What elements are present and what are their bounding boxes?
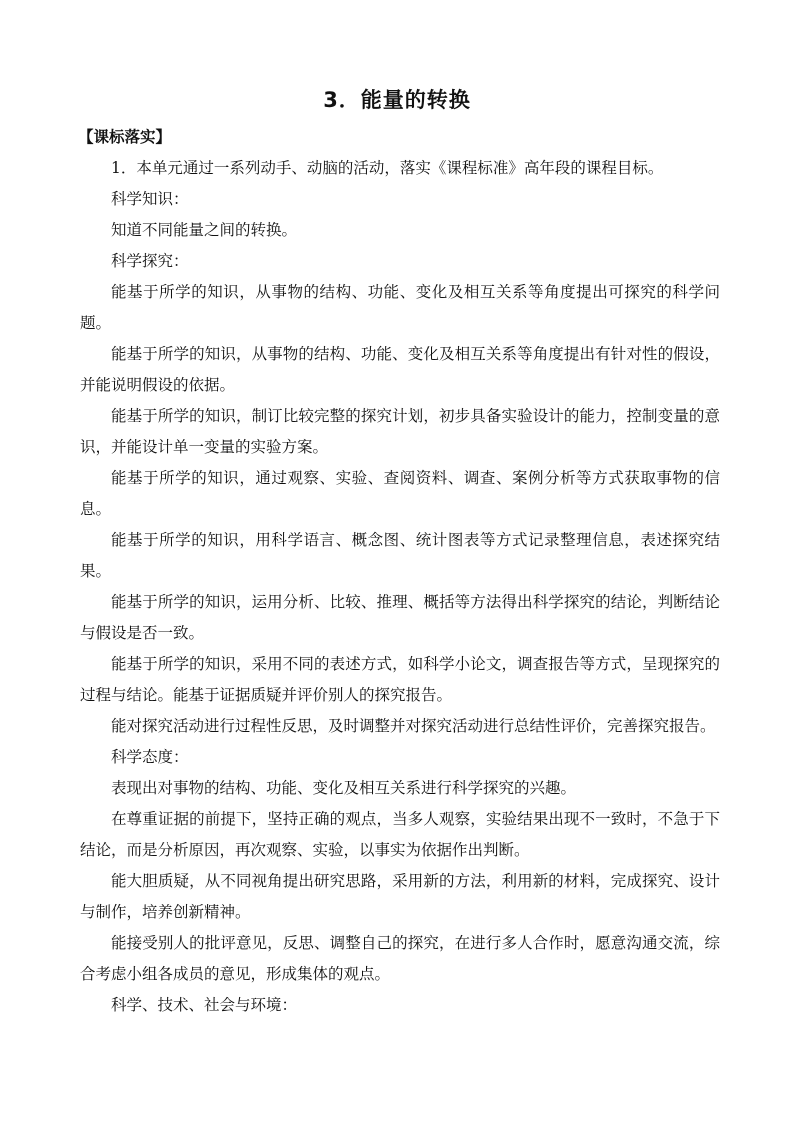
paragraph: 能基于所学的知识，制订比较完整的探究计划，初步具备实验设计的能力，控制变量的意识，并能设计单一变量的实验方案。: [80, 407, 720, 456]
section-heading: 【课标落实】: [78, 128, 172, 146]
paragraph: 科学探究：: [111, 252, 189, 270]
paragraph: 能接受别人的批评意见，反思、调整自己的探究，在进行多人合作时，愿意沟通交流，综合考虑小组各成员的意见，形成集体的观点。: [80, 934, 720, 983]
paragraph: 能基于所学的知识，通过观察、实验、查阅资料、调查、案例分析等方式获取事物的信息。: [80, 469, 720, 518]
paragraph: 能基于所学的知识，采用不同的表述方式，如科学小论文，调查报告等方式，呈现探究的过程与结论。能基于证据质疑并评价别人的探究报告。: [80, 655, 720, 704]
paragraph: 1．本单元通过一系列动手、动脑的活动，落实《课程标准》高年段的课程目标。: [111, 159, 664, 177]
paragraph: 能大胆质疑，从不同视角提出研究思路，采用新的方法，利用新的材料，完成探究、设计与制作，培养创新精神。: [80, 872, 720, 921]
paragraph: 能基于所学的知识，从事物的结构、功能、变化及相互关系等角度提出可探究的科学问题。: [80, 283, 720, 332]
paragraph: 在尊重证据的前提下，坚持正确的观点，当多人观察，实验结果出现不一致时，不急于下结论，而是分析原因，再次观察、实验，以事实为依据作出判断。: [80, 810, 720, 859]
paragraph: 能基于所学的知识，从事物的结构、功能、变化及相互关系等角度提出有针对性的假设，并能说明假设的依据。: [80, 345, 720, 394]
paragraph: 科学、技术、社会与环境：: [111, 996, 298, 1014]
page-title: 3．能量的转换: [323, 88, 471, 112]
paragraph: 能基于所学的知识，运用分析、比较、推理、概括等方法得出科学探究的结论，判断结论与假设是否一致。: [80, 593, 720, 642]
paragraph: 科学知识：: [111, 190, 189, 208]
paragraph: 能对探究活动进行过程性反思，及时调整并对探究活动进行总结性评价，完善探究报告。: [111, 717, 716, 735]
paragraph: 知道不同能量之间的转换。: [111, 221, 298, 239]
paragraph: 能基于所学的知识，用科学语言、概念图、统计图表等方式记录整理信息，表述探究结果。: [80, 531, 720, 580]
paragraph: 表现出对事物的结构、功能、变化及相互关系进行科学探究的兴趣。: [111, 779, 577, 797]
document-body: [80, 122, 720, 1021]
paragraph: 科学态度：: [111, 748, 189, 766]
